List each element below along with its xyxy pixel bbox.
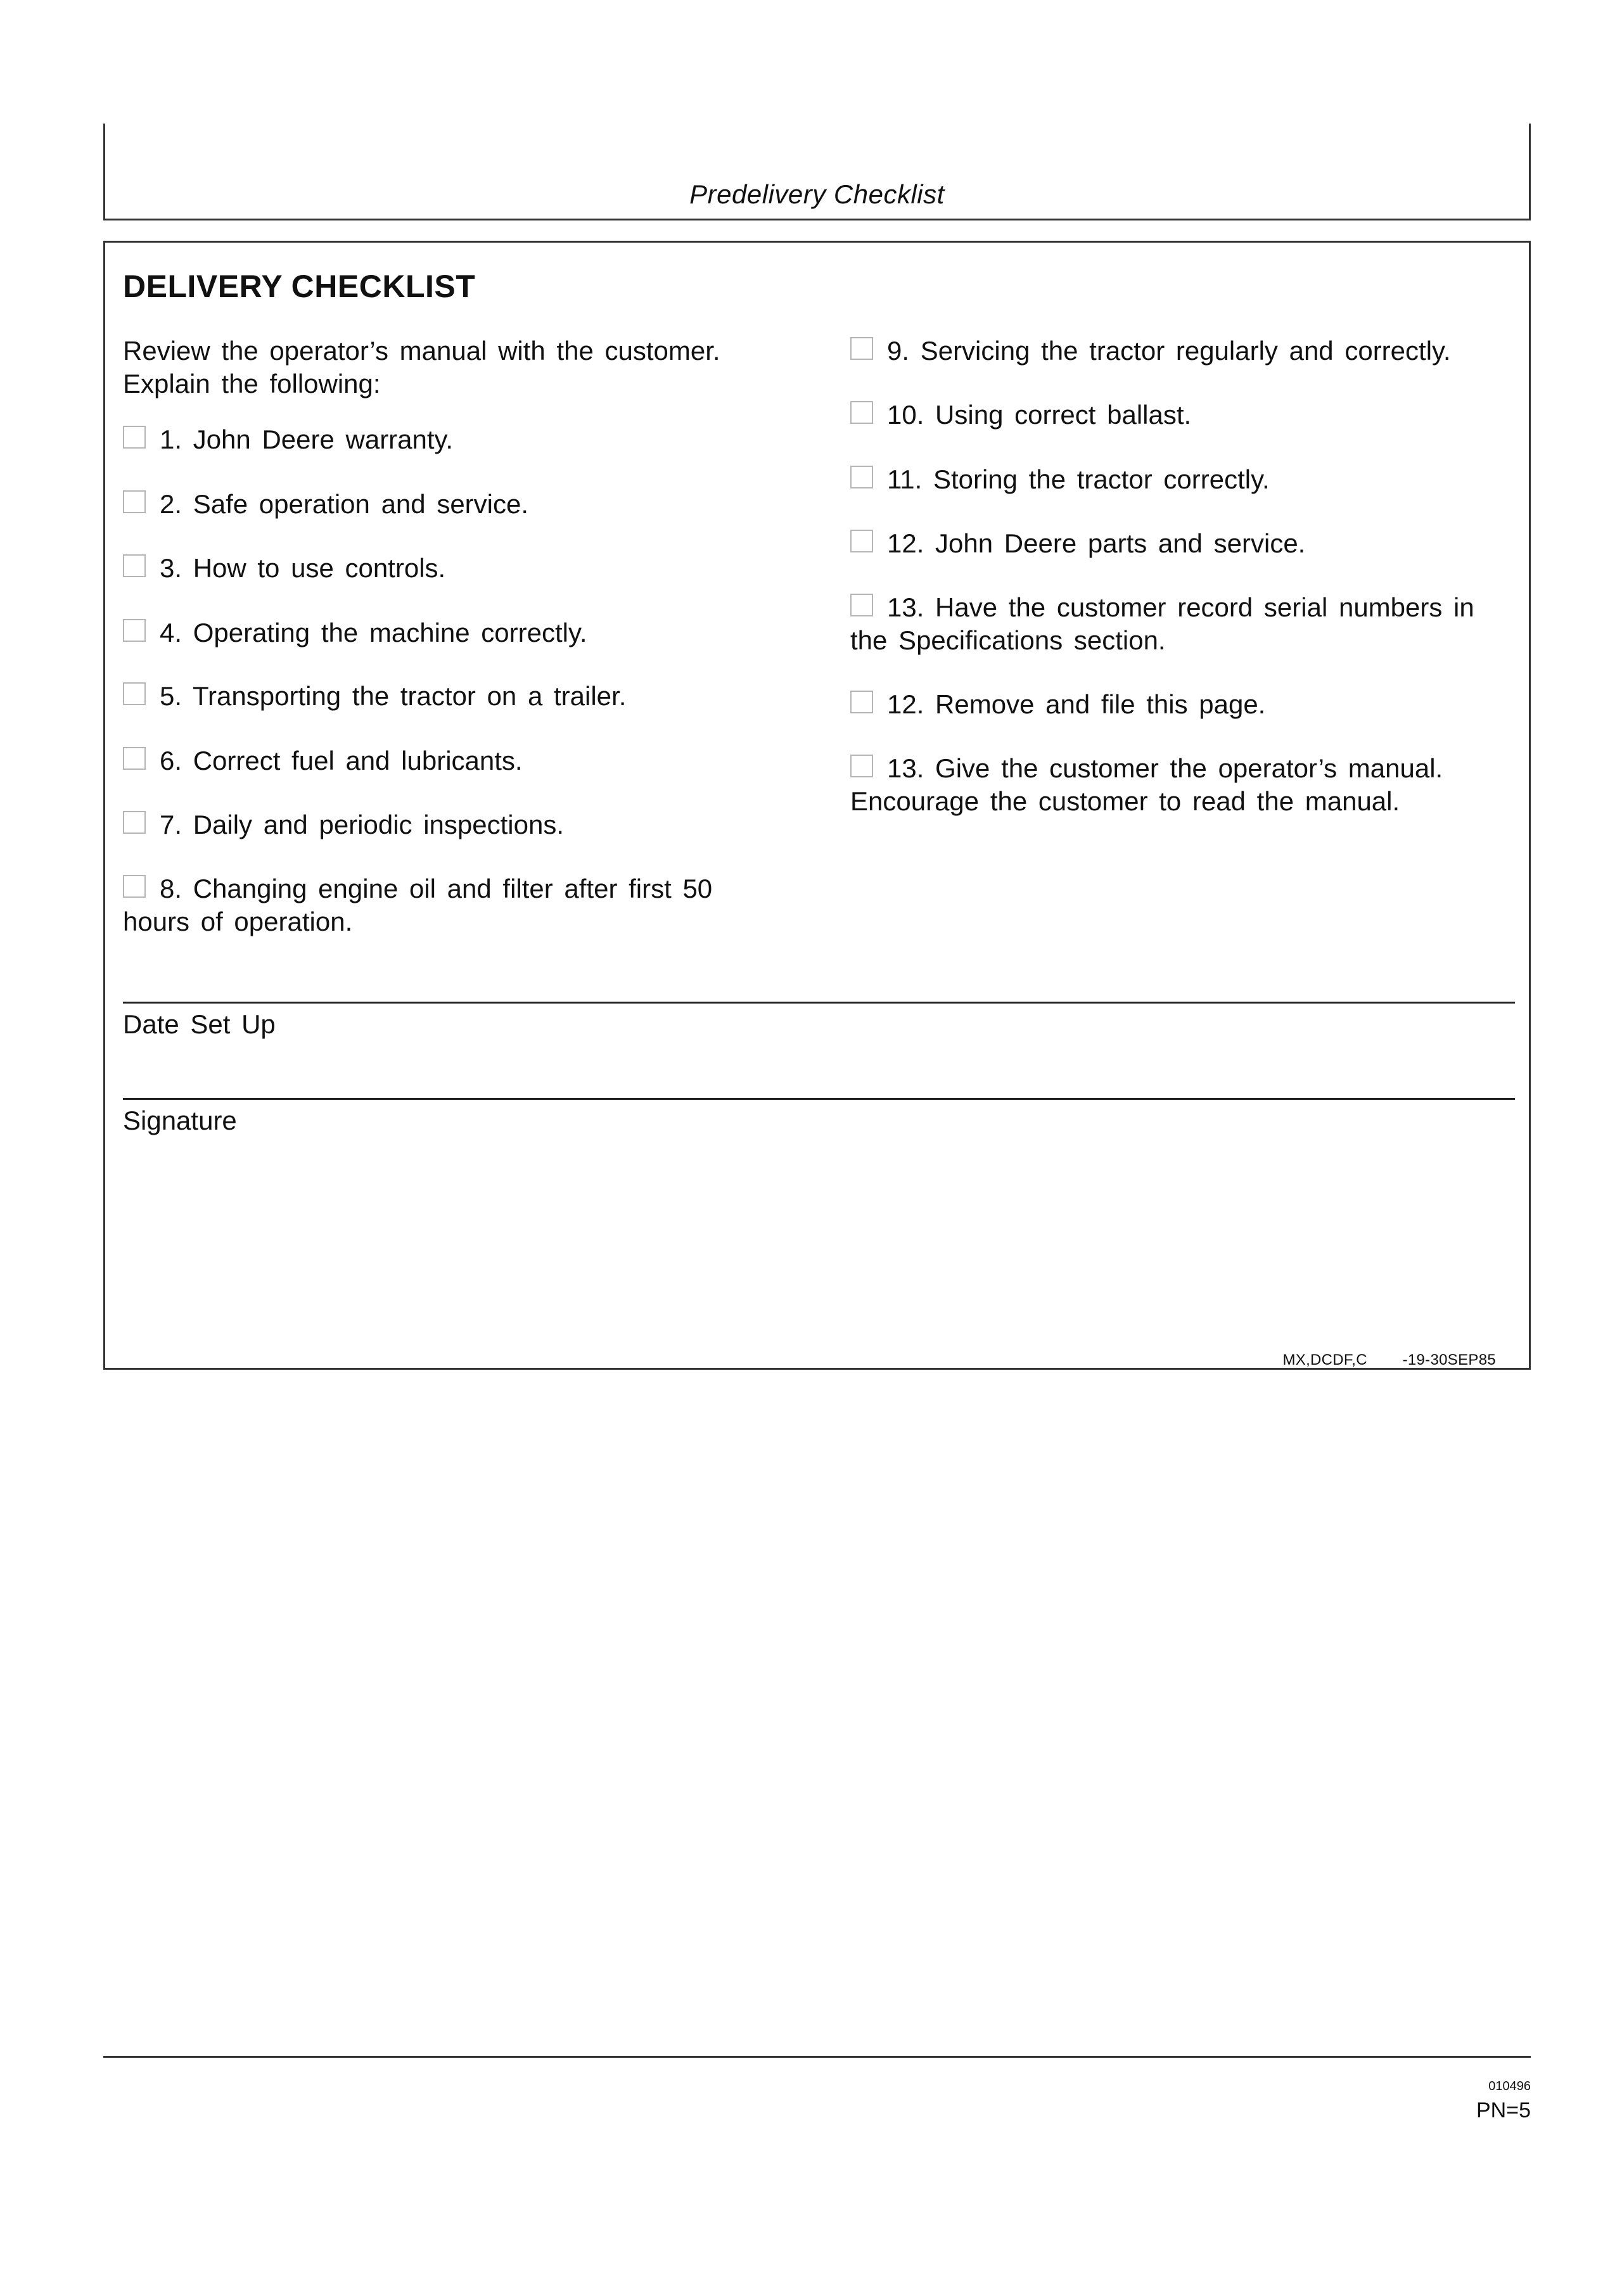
- code-id: MX,DCDF,C: [1282, 1351, 1367, 1368]
- checklist-item-11: [850, 463, 1516, 496]
- checklist-item-2: [123, 488, 820, 521]
- checkbox[interactable]: [123, 619, 146, 642]
- checkbox[interactable]: [123, 747, 146, 770]
- checklist-item-12: [850, 527, 1516, 560]
- page-footer-rule: [103, 2056, 1531, 2058]
- item-text-continued: the Specifications section.: [850, 625, 1166, 655]
- signature-label: Signature: [123, 1106, 237, 1135]
- item-text: 10. Using correct ballast.: [887, 400, 1192, 430]
- checklist-title: DELIVERY CHECKLIST: [123, 269, 476, 304]
- item-text-continued: Encourage the customer to read the manual.: [850, 786, 1400, 816]
- intro-line: Explain the following:: [123, 369, 381, 399]
- item-text: 2. Safe operation and service.: [160, 489, 529, 519]
- item-text: 8. Changing engine oil and filter after first 50: [160, 874, 713, 903]
- item-text: 1. John Deere warranty.: [160, 424, 454, 454]
- checklist-item-3: [123, 552, 820, 585]
- checklist-intro: [123, 335, 795, 400]
- item-text: 12. Remove and file this page.: [887, 689, 1266, 719]
- item-text: 13. Give the customer the operator’s manual.: [887, 753, 1443, 783]
- item-text: 12. John Deere parts and service.: [887, 528, 1306, 558]
- checkbox[interactable]: [123, 682, 146, 705]
- checklist-item-10: [850, 399, 1516, 431]
- page-header: [103, 124, 1531, 220]
- header-title: Predelivery Checklist: [689, 179, 945, 209]
- checkbox[interactable]: [850, 755, 873, 777]
- checklist-item-8: [123, 872, 820, 938]
- checkbox[interactable]: [850, 466, 873, 488]
- checkbox[interactable]: [123, 490, 146, 513]
- checklist-item-7: [123, 808, 820, 841]
- checkbox[interactable]: [850, 401, 873, 424]
- date-set-up-line[interactable]: [123, 1002, 1515, 1004]
- checkbox[interactable]: [850, 691, 873, 713]
- checklist-item-give-manual: [850, 752, 1516, 818]
- code-date: -19-30SEP85: [1402, 1351, 1496, 1368]
- delivery-checklist-box: [103, 241, 1531, 1370]
- checkbox[interactable]: [123, 811, 146, 834]
- item-text-continued: hours of operation.: [123, 907, 353, 936]
- checkbox[interactable]: [850, 337, 873, 360]
- checklist-item-remove-page: [850, 688, 1516, 721]
- document-code: [1282, 1351, 1496, 1369]
- checklist-item-5: [123, 680, 820, 713]
- item-text: 5. Transporting the tractor on a trailer.: [160, 681, 627, 711]
- checkbox[interactable]: [850, 594, 873, 616]
- date-set-up-label: Date Set Up: [123, 1009, 276, 1039]
- item-text: 6. Correct fuel and lubricants.: [160, 746, 523, 775]
- item-text: 9. Servicing the tractor regularly and correctly.: [887, 336, 1451, 366]
- intro-line: Review the operator’s manual with the customer.: [123, 336, 720, 366]
- item-text: 13. Have the customer record serial numbers in: [887, 592, 1474, 622]
- checkbox[interactable]: [123, 554, 146, 577]
- item-text: 3. How to use controls.: [160, 553, 446, 583]
- checklist-item-13: [850, 591, 1516, 657]
- checklist-item-4: [123, 616, 820, 649]
- item-text: 11. Storing the tractor correctly.: [887, 464, 1270, 494]
- page-code: 010496: [1488, 2079, 1531, 2093]
- checkbox[interactable]: [123, 426, 146, 449]
- checklist-item-1: [123, 423, 820, 456]
- checklist-item-6: [123, 744, 820, 777]
- signature-line[interactable]: [123, 1098, 1515, 1100]
- checkbox[interactable]: [850, 530, 873, 552]
- page-number: PN=5: [1476, 2098, 1531, 2122]
- item-text: 4. Operating the machine correctly.: [160, 618, 587, 647]
- item-text: 7. Daily and periodic inspections.: [160, 810, 565, 839]
- checkbox[interactable]: [123, 875, 146, 898]
- checklist-item-9: [850, 335, 1516, 367]
